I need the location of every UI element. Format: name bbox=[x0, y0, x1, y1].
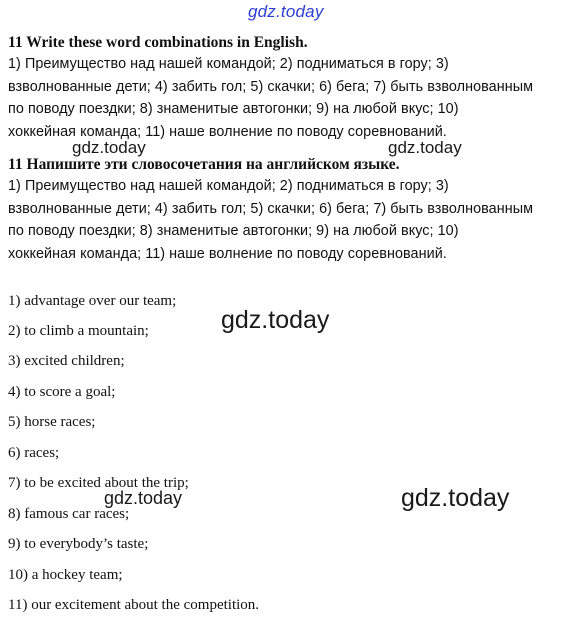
task-russian-body bbox=[8, 175, 574, 265]
watermark-mid-left: gdz.today bbox=[72, 138, 146, 157]
task-english bbox=[8, 33, 574, 143]
answer-item: 1) advantage over our team; bbox=[8, 293, 177, 309]
answer-item: 5) horse races; bbox=[8, 414, 96, 430]
task-russian-line: 1) Преимущество над нашей командой; 2) подниматься в гору; 3) bbox=[8, 178, 449, 194]
answer-item: 3) excited children; bbox=[8, 353, 125, 369]
answer-item: 8) famous car races; bbox=[8, 506, 130, 522]
answer-item: 11) our excitement about the competition. bbox=[8, 597, 260, 613]
answer-item: 10) a hockey team; bbox=[8, 567, 123, 583]
task-russian-heading: 11 Напишите эти словосочетания на английском языке. bbox=[8, 156, 400, 173]
task-russian-line: хоккейная команда; 11) наше волнение по поводу соревнований. bbox=[8, 245, 447, 262]
task-russian bbox=[8, 155, 574, 265]
task-english-heading: 11 Write these word combinations in English. bbox=[8, 34, 308, 51]
task-russian-line: по поводу поездки; 8) знаменитые автогонки; 9) на любой вкус; 10) bbox=[8, 223, 459, 239]
watermark-top: gdz.today bbox=[248, 2, 324, 21]
watermark-center: gdz.today bbox=[221, 306, 330, 334]
task-english-body bbox=[8, 53, 574, 143]
answer-item: 4) to score a goal; bbox=[8, 384, 116, 400]
watermark-lower-left: gdz.today bbox=[104, 488, 183, 508]
task-english-line: по поводу поездки; 8) знаменитые автогонки; 9) на любой вкус; 10) bbox=[8, 101, 459, 117]
answer-item: 9) to everybody’s taste; bbox=[8, 536, 149, 552]
watermark-mid-right: gdz.today bbox=[388, 138, 462, 157]
task-russian-line: взволнованные дети; 4) забить гол; 5) скачки; 6) бега; 7) быть взволнованным bbox=[8, 200, 534, 217]
task-english-line: взволнованные дети; 4) забить гол; 5) скачки; 6) бега; 7) быть взволнованным bbox=[8, 78, 534, 95]
task-english-line: хоккейная команда; 11) наше волнение по поводу соревнований. bbox=[8, 123, 447, 140]
task-english-line: 1) Преимущество над нашей командой; 2) подниматься в гору; 3) bbox=[8, 56, 449, 72]
answer-item: 2) to climb a mountain; bbox=[8, 323, 149, 339]
answer-item: 7) to be excited about the trip; bbox=[8, 475, 189, 491]
watermark-lower-right: gdz.today bbox=[401, 484, 510, 512]
answer-item: 6) races; bbox=[8, 445, 60, 461]
